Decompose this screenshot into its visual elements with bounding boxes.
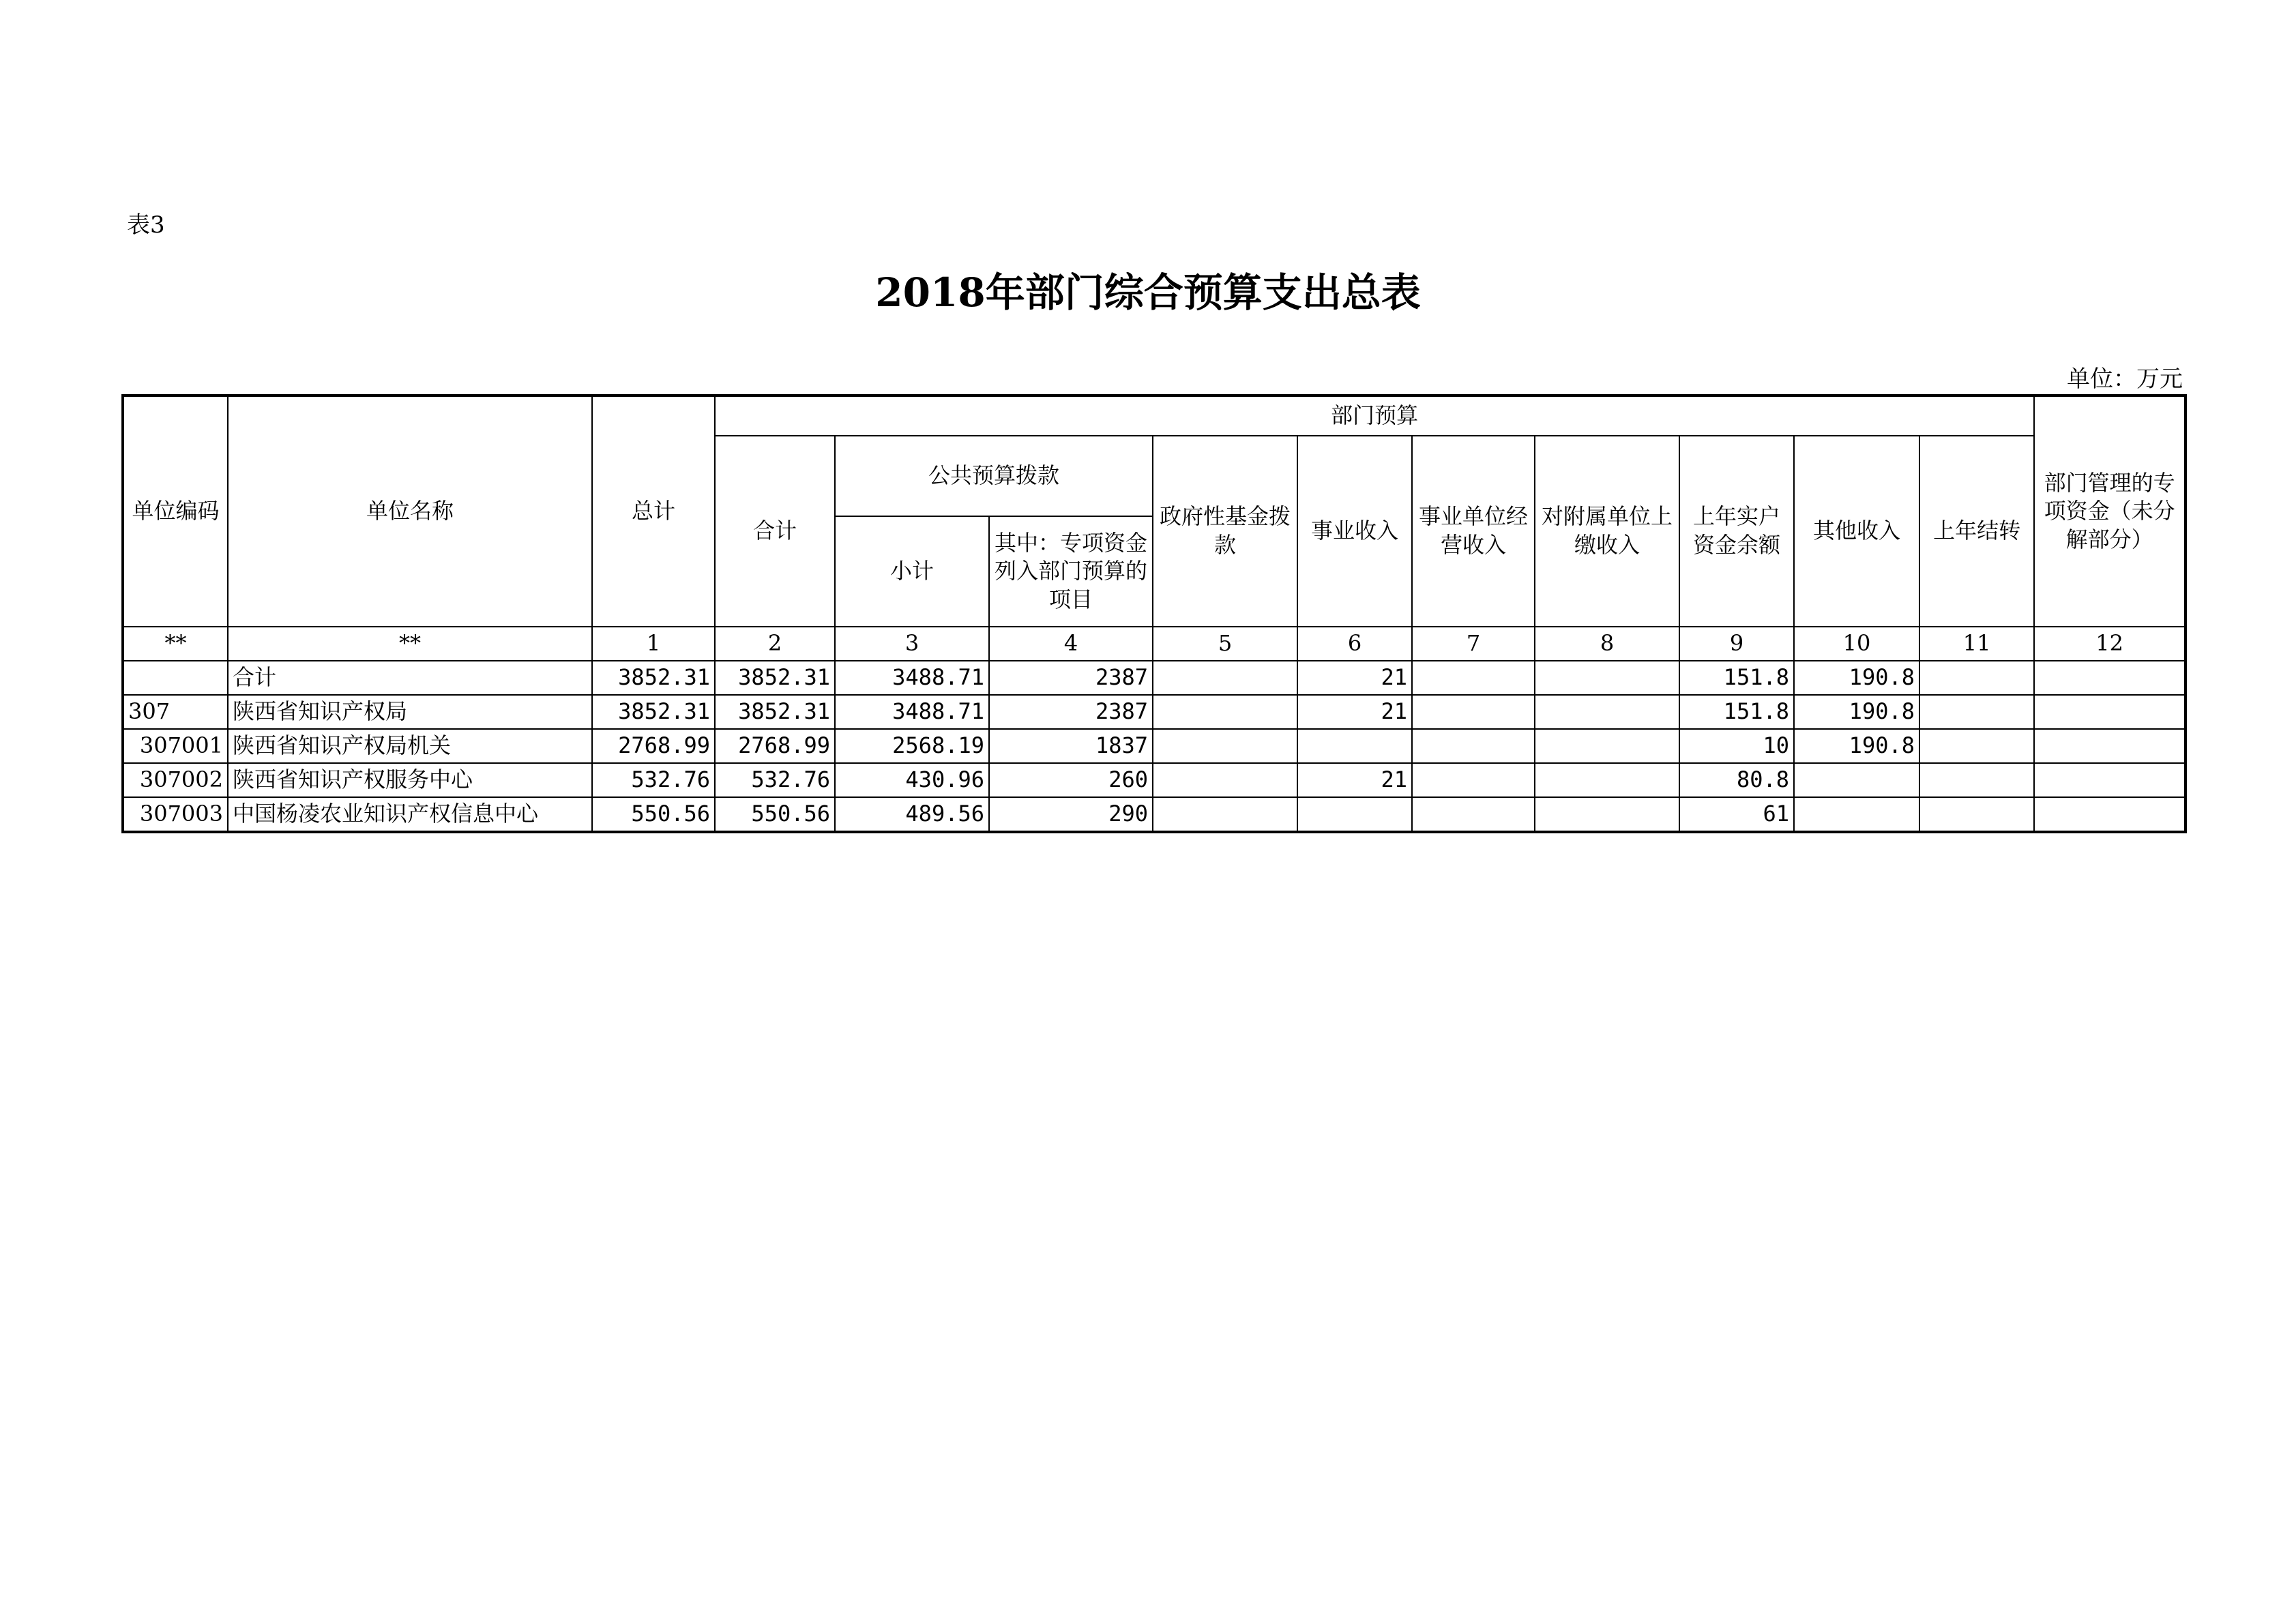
header-subtotal-all: 合计 [715, 436, 835, 627]
header-prev-carryover: 上年结转 [1919, 436, 2034, 627]
table-row [123, 763, 2185, 797]
header-operating-income: 事业单位经营收入 [1412, 436, 1535, 627]
index-cell: 11 [1919, 627, 2034, 661]
cell-value: 21 [1297, 661, 1412, 695]
cell-value: 61 [1679, 797, 1794, 832]
cell-value [1919, 763, 2034, 797]
cell-value [1412, 729, 1535, 763]
cell-value: 190.8 [1794, 729, 1919, 763]
cell-value: 151.8 [1679, 695, 1794, 729]
header-dept-budget: 部门预算 [715, 396, 2034, 436]
cell-value: 532.76 [592, 763, 715, 797]
cell-value [1535, 797, 1679, 832]
cell-value: 80.8 [1679, 763, 1794, 797]
index-cell: 5 [1153, 627, 1297, 661]
index-cell: 12 [2034, 627, 2185, 661]
cell-value [1153, 729, 1297, 763]
cell-unit-code: 307001 [123, 729, 228, 763]
cell-value [1153, 661, 1297, 695]
cell-value: 550.56 [715, 797, 835, 832]
cell-value: 532.76 [715, 763, 835, 797]
cell-unit-code: 307002 [123, 763, 228, 797]
cell-value [1919, 797, 2034, 832]
cell-value [1297, 729, 1412, 763]
index-cell: 3 [835, 627, 989, 661]
cell-value: 3852.31 [592, 661, 715, 695]
cell-value [2034, 661, 2185, 695]
header-public-budget: 公共预算拨款 [835, 436, 1153, 516]
header-special-included: 其中：专项资金列入部门预算的项目 [989, 516, 1153, 627]
cell-value [1412, 763, 1535, 797]
index-row [123, 627, 2185, 661]
table-body [123, 661, 2185, 832]
cell-value: 3488.71 [835, 695, 989, 729]
cell-value: 190.8 [1794, 695, 1919, 729]
cell-value: 151.8 [1679, 661, 1794, 695]
header-other-income: 其他收入 [1794, 436, 1919, 627]
cell-value [1794, 797, 1919, 832]
cell-value: 2568.19 [835, 729, 989, 763]
cell-value [2034, 695, 2185, 729]
cell-value [1412, 797, 1535, 832]
cell-value: 430.96 [835, 763, 989, 797]
cell-unit-name: 陕西省知识产权服务中心 [228, 763, 592, 797]
cell-value [1919, 729, 2034, 763]
cell-value: 550.56 [592, 797, 715, 832]
cell-value [1919, 661, 2034, 695]
cell-value: 290 [989, 797, 1153, 832]
table-row [123, 729, 2185, 763]
cell-value: 3852.31 [592, 695, 715, 729]
cell-value [1535, 763, 1679, 797]
cell-value [2034, 729, 2185, 763]
budget-table [121, 394, 2187, 833]
header-affiliated-income: 对附属单位上缴收入 [1535, 436, 1679, 627]
index-cell: 6 [1297, 627, 1412, 661]
header-prev-balance: 上年实户资金余额 [1679, 436, 1794, 627]
cell-value [1535, 695, 1679, 729]
index-cell: 7 [1412, 627, 1535, 661]
cell-value: 3852.31 [715, 695, 835, 729]
cell-unit-code: 307 [123, 695, 228, 729]
cell-value [1919, 695, 2034, 729]
header-unit-code: 单位编码 [123, 396, 228, 627]
cell-value [1412, 695, 1535, 729]
cell-value: 2768.99 [715, 729, 835, 763]
table-label: 表3 [127, 211, 165, 239]
cell-value [1412, 661, 1535, 695]
cell-value [1297, 797, 1412, 832]
table-row [123, 797, 2185, 832]
table-header [123, 396, 2185, 627]
cell-unit-code: 307003 [123, 797, 228, 832]
page-title: 2018年部门综合预算支出总表 [875, 269, 1421, 316]
cell-value: 190.8 [1794, 661, 1919, 695]
cell-value: 2387 [989, 661, 1153, 695]
cell-value [1535, 661, 1679, 695]
cell-unit-name: 陕西省知识产权局 [228, 695, 592, 729]
unit-label: 单位：万元 [2067, 366, 2183, 393]
cell-value [2034, 797, 2185, 832]
header-business-income: 事业收入 [1297, 436, 1412, 627]
cell-unit-name: 中国杨凌农业知识产权信息中心 [228, 797, 592, 832]
header-unit-name: 单位名称 [228, 396, 592, 627]
index-cell: 2 [715, 627, 835, 661]
cell-value [1153, 763, 1297, 797]
header-total: 总计 [592, 396, 715, 627]
cell-value: 3488.71 [835, 661, 989, 695]
header-special-funds: 部门管理的专项资金（未分解部分） [2034, 396, 2185, 627]
index-cell: ** [228, 627, 592, 661]
index-row-group [123, 627, 2185, 661]
cell-value [1153, 695, 1297, 729]
cell-value: 3852.31 [715, 661, 835, 695]
cell-unit-name: 陕西省知识产权局机关 [228, 729, 592, 763]
cell-value: 2387 [989, 695, 1153, 729]
cell-value [2034, 763, 2185, 797]
cell-value: 21 [1297, 763, 1412, 797]
index-cell: 8 [1535, 627, 1679, 661]
index-cell: ** [123, 627, 228, 661]
cell-value: 21 [1297, 695, 1412, 729]
cell-unit-code [123, 661, 228, 695]
header-sub-small: 小计 [835, 516, 989, 627]
cell-value: 10 [1679, 729, 1794, 763]
index-cell: 1 [592, 627, 715, 661]
index-cell: 4 [989, 627, 1153, 661]
index-cell: 9 [1679, 627, 1794, 661]
cell-value: 2768.99 [592, 729, 715, 763]
header-gov-fund: 政府性基金拨款 [1153, 436, 1297, 627]
cell-value: 1837 [989, 729, 1153, 763]
index-cell: 10 [1794, 627, 1919, 661]
cell-value [1153, 797, 1297, 832]
table-row [123, 661, 2185, 695]
cell-value: 260 [989, 763, 1153, 797]
table-row [123, 695, 2185, 729]
cell-value [1535, 729, 1679, 763]
cell-value: 489.56 [835, 797, 989, 832]
cell-value [1794, 763, 1919, 797]
cell-unit-name: 合计 [228, 661, 592, 695]
